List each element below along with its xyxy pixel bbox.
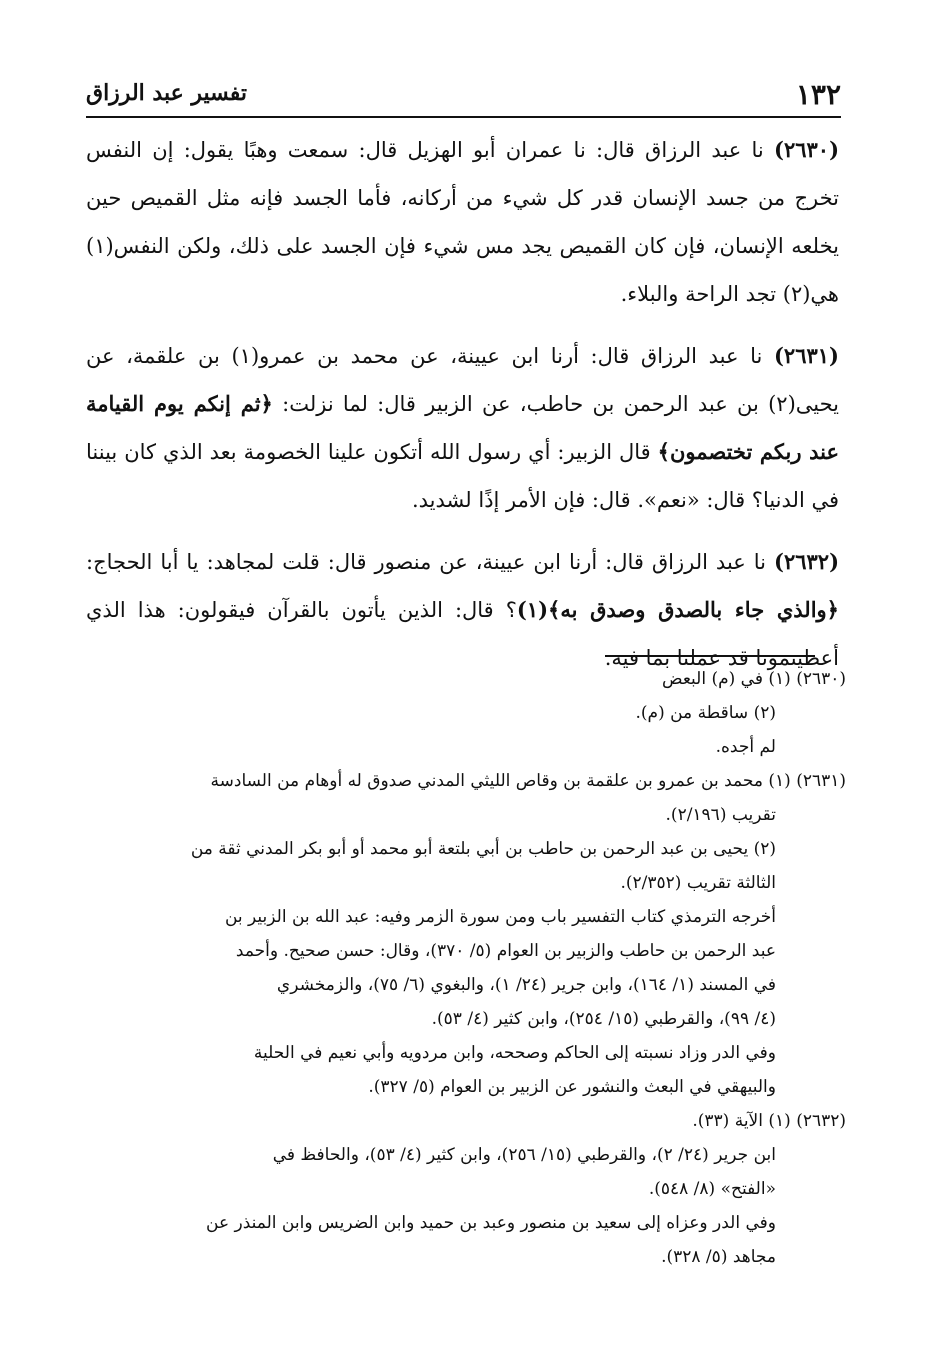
hadith-number: (٢٦٣٠) <box>774 137 839 162</box>
quran-verse: ﴿ثم إنكم يوم القيامة عند ربكم تختصمون﴾ <box>86 391 839 464</box>
footnote-line: (٤/ ٩٩)، والقرطبي (١٥/ ٢٥٤)، وابن كثير (٤/ ٥٣). <box>431 1009 776 1029</box>
footnote-line: (٢٦٣٢) (١) الآية (٣٣). <box>692 1111 846 1131</box>
footnote-line: لم أجده. <box>715 737 776 757</box>
footnote-line: «الفتح» (٨/ ٥٤٨). <box>648 1179 776 1199</box>
main-text <box>86 126 839 696</box>
quran-verse: ﴿والذي جاء بالصدق وصدق به﴾(١) <box>516 597 839 622</box>
hadith-text: نا عبد الرزاق قال: نا عمران أبو الهزيل قال: سمعت وهبًا يقول: إن النفس تخرج من جسد الإنسان قدر كل شيء من أركانه، فأما الجسد فإنه مثل القميص حين يخلعه الإنسان، فإن كان القميص يجد مس شيء فإن الجسد على ذلك، ولكن النفس(١) هي(٢) تجد الراحة والبلاء. <box>86 138 839 306</box>
hadith-text: نا عبد الرزاق قال: أرنا ابن عيينة، عن محمد بن عمرو(١) بن علقمة، عن يحيى(٢) بن عبد الرحمن بن حاطب، عن الزبير قال: لما نزلت: <box>86 344 839 416</box>
footnote-line: (٢) ساقطة من (م). <box>635 703 776 723</box>
footnote-line: وفي الدر وعزاه إلى سعيد بن منصور وعبد بن حميد وابن الضريس وابن المنذر عن <box>206 1213 776 1233</box>
hadith-text: نا عبد الرزاق قال: أرنا ابن عيينة، عن منصور قال: قلت لمجاهد: يا أبا الحجاج: <box>86 550 767 574</box>
page-header <box>86 76 841 118</box>
hadith-number: (٢٦٣٢) <box>774 549 839 574</box>
hadith-text: ؟ قال: الذين يأتون بالقرآن فيقولون: هذا الذي أعطيتمونا قد عملنا بما فيه. <box>86 598 839 670</box>
footnote-line: (٢) يحيى بن عبد الرحمن بن حاطب بن أبي بلتعة أبو محمد أو أبو بكر المدني ثقة من <box>190 839 776 859</box>
footnote-line: (٢٦٣١) (١) محمد بن عمرو بن علقمة بن وقاص الليثي المدني صدوق له أوهام من السادسة <box>210 771 846 791</box>
footnote-line: تقريب (٢/١٩٦). <box>665 805 776 825</box>
footnote-line: ابن جرير (٢٤/ ٢)، والقرطبي (١٥/ ٢٥٦)، وابن كثير (٤/ ٥٣)، والحافظ في <box>272 1145 776 1165</box>
hadith-2632 <box>86 538 839 682</box>
footnote-line: (٢٦٣٠) (١) في (م) البعض <box>662 669 846 689</box>
footnote-line: والبيهقي في البعث والنشور عن الزبير بن العوام (٥/ ٣٢٧). <box>368 1077 776 1097</box>
footnote-line: مجاهد (٥/ ٣٢٨). <box>661 1247 776 1267</box>
footnote-line: وفي الدر وزاد نسبته إلى الحاكم وصححه، وابن مردويه وأبي نعيم في الحلية <box>253 1043 776 1063</box>
hadith-text: قال الزبير: أي رسول الله أتكون علينا الخصومة بعد الذي كان بيننا في الدنيا؟ قال: «نعم». قال: فإن الأمر إذًا لشديد. <box>86 440 839 512</box>
running-title: تفسير عبد الرزاق <box>86 80 248 106</box>
footnote-line: عبد الرحمن بن حاطب والزبير بن العوام (٥/ ٣٧٠)، وقال: حسن صحيح. وأحمد <box>235 941 776 961</box>
footnotes <box>86 662 846 1274</box>
hadith-2630 <box>86 126 839 318</box>
footnote-line: الثالثة تقريب (٢/٣٥٢). <box>620 873 776 893</box>
footnote-separator <box>605 655 815 657</box>
footnote-line: أخرجه الترمذي كتاب التفسير باب ومن سورة الزمر وفيه: عبد الله بن الزبير بن <box>224 907 776 927</box>
hadith-2631 <box>86 332 839 524</box>
hadith-number: (٢٦٣١) <box>773 343 839 368</box>
page-number: ١٣٢ <box>795 78 841 111</box>
footnote-line: في المسند (١/ ١٦٤)، وابن جرير (٢٤/ ١)، والبغوي (٦/ ٧٥)، والزمخشري <box>276 975 776 995</box>
